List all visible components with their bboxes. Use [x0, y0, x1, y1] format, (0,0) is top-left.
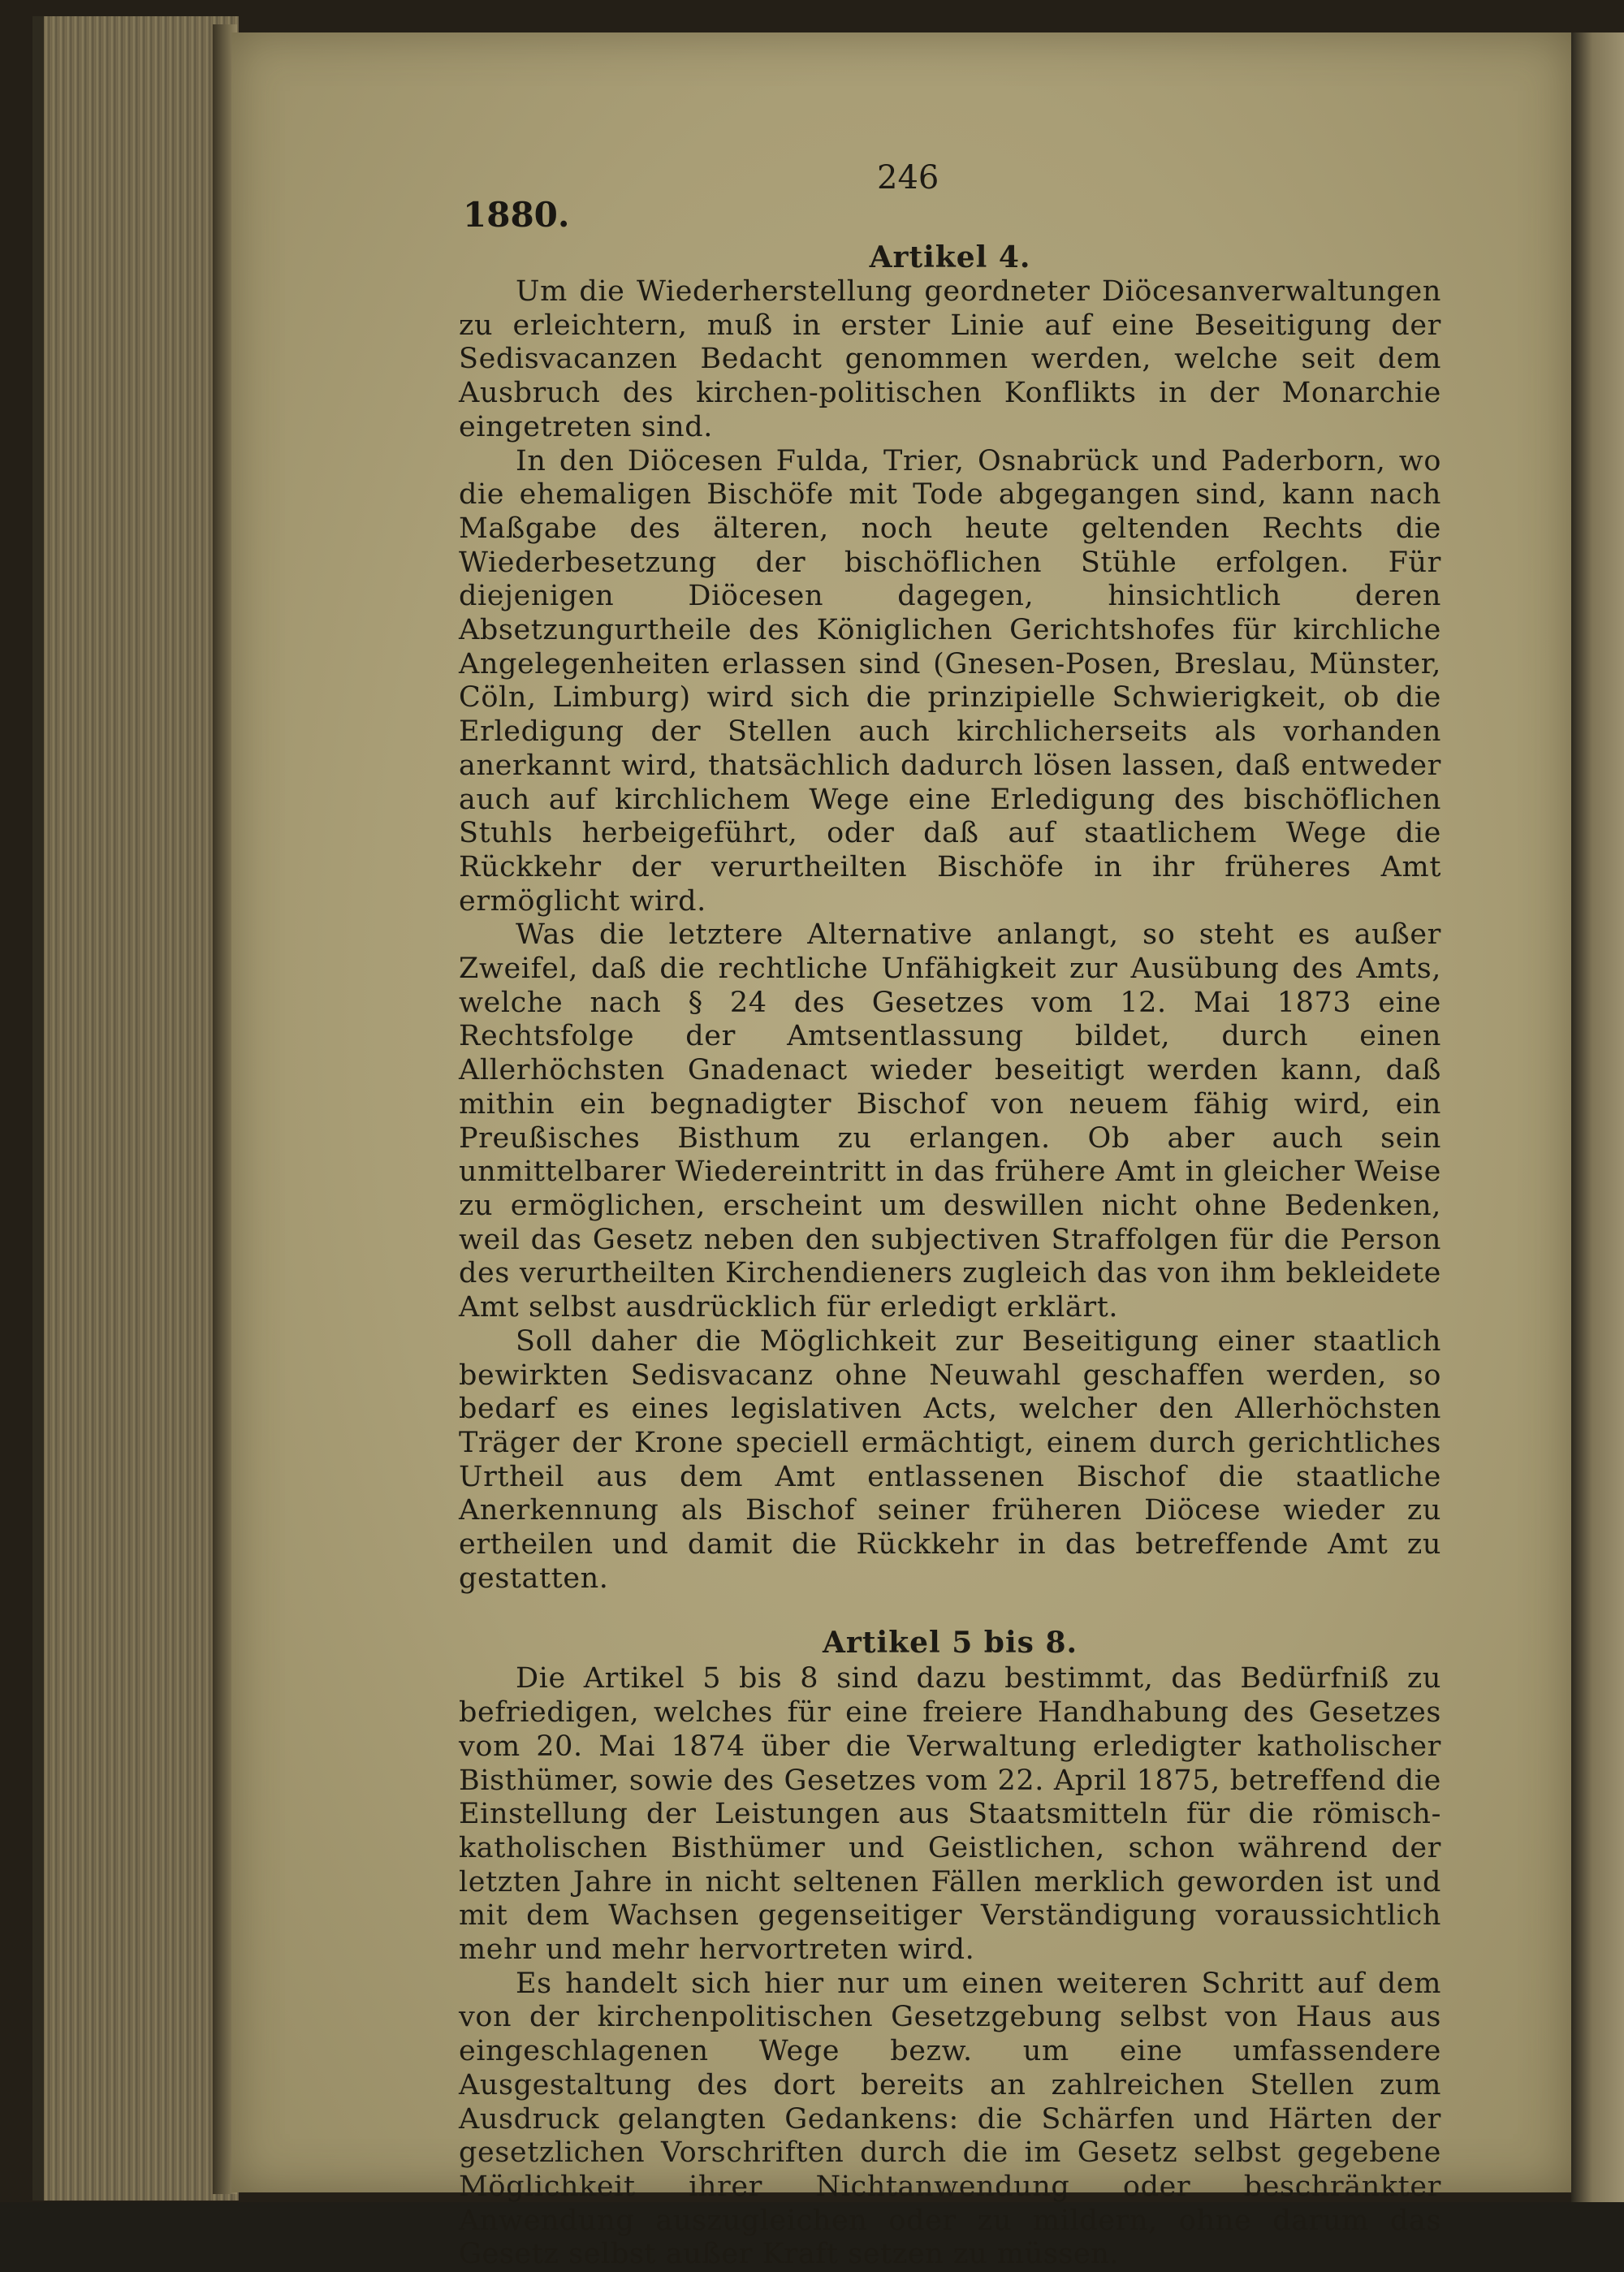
margin-year: 1880.: [463, 195, 570, 235]
section-heading-artikel-5-bis-8: Artikel 5 bis 8.: [822, 1626, 1078, 1661]
paragraph: In den Diöcesen Fulda, Trier, Osnabrück und Paderborn, wo die ehemaligen Bischöfe mit Tode abgegangen sind, kann nach Maßgabe des älteren, noch heute geltenden Rechts die Wiederbesetzung der bischöflichen Stühle erfolgen. Für diejenigen Diöcesen dagegen, hinsichtlich deren Absetzungurtheile des Königlichen Gerichtshofes für kirchliche Angelegenheiten erlassen sind (Gnesen-Posen, Breslau, Münster, Cöln, Limburg) wird sich die prinzipielle Schwierigkeit, ob die Erledigung der Stellen auch kirchlicherseits als vorhanden anerkannt wird, thatsächlich dadurch lösen lassen, daß entweder auch auf kirchlichem Wege eine Erledigung des bischöflichen Stuhls herbeigeführt, oder daß auf staatlichem Wege die Rückkehr der verurtheilten Bischöfe in ihr früheres Amt ermöglicht wird.: [459, 444, 1441, 918]
facing-page-edge: [1571, 32, 1624, 2202]
paragraph: Um die Wiederherstellung geordneter Diöcesanverwaltungen zu erleichtern, muß in erster Linie auf eine Beseitigung der Sedisvacanzen Bedacht genommen werden, welche seit dem Ausbruch des kirchen-politischen Konflikts in der Monarchie eingetreten sind.: [459, 275, 1441, 443]
paragraph: Es handelt sich hier nur um einen weiteren Schritt auf dem von der kirchenpolitischen Gesetzgebung selbst von Haus aus eingeschlagenen Wege bezw. um eine umfassendere Ausgestaltung des dort bereits an zahlreichen Stellen zum Ausdruck gelangten Gedankens: die Schärfen und Härten der gesetzlichen Vorschriften durch die im Gesetz selbst gegebene Möglichkeit ihrer Nichtanwendung oder beschränkter Anwendung auszugleichen oder zu mildern, ohne darum das Gesetz selbst außer Kraft setzen zu müssen.: [459, 1967, 1441, 2271]
paragraph: Soll daher die Möglichkeit zur Beseitigung einer staatlich bewirkten Sedisvacanz ohne Neuwahl geschaffen werden, so bedarf es eines legislativen Acts, welcher den Allerhöchsten Träger der Krone speciell ermächtigt, einem durch gerichtliches Urtheil aus dem Amt entlassenen Bischof die staatliche Anerkennung als Bischof seiner früheren Diöcese wieder zu ertheilen und damit die Rückkehr in das betreffende Amt zu gestatten.: [459, 1324, 1441, 1595]
paragraph: Die Artikel 5 bis 8 sind dazu bestimmt, das Bedürfniß zu befriedigen, welches für eine freiere Handhabung des Gesetzes vom 20. Mai 1874 über die Verwaltung erledigter katholischer Bisthümer, sowie des Gesetzes vom 22. April 1875, betreffend die Einstellung der Leistungen aus Staatsmitteln für die römisch-katholischen Bisthümer und Geistlichen, schon während der letzten Jahre in nicht seltenen Fällen merklich geworden ist und mit dem Wachsen gegenseitiger Verständigung voraussichtlich mehr und mehr hervortreten wird.: [459, 1662, 1441, 1967]
page-number: 246: [877, 159, 939, 197]
page-stack-edge: [32, 16, 239, 2201]
paragraph: Was die letztere Alternative anlangt, so steht es außer Zweifel, daß die rechtliche Unfähigkeit zur Ausübung des Amts, welche nach § 24 des Gesetzes vom 12. Mai 1873 eine Rechtsfolge der Amtsentlassung bildet, durch einen Allerhöchsten Gnadenact wieder beseitigt werden kann, daß mithin ein begnadigter Bischof von neuem fähig wird, ein Preußisches Bisthum zu erlangen. Ob aber auch sein unmittelbarer Wiedereintritt in das frühere Amt in gleicher Weise zu ermöglichen, erscheint um deswillen nicht ohne Bedenken, weil das Gesetz neben den subjectiven Straffolgen für die Person des verurtheilten Kirchendieners zugleich das von ihm bekleidete Amt selbst ausdrücklich für erledigt erklärt.: [459, 918, 1441, 1324]
section-heading-artikel-4: Artikel 4.: [869, 240, 1031, 274]
page-body: [459, 158, 1441, 2272]
